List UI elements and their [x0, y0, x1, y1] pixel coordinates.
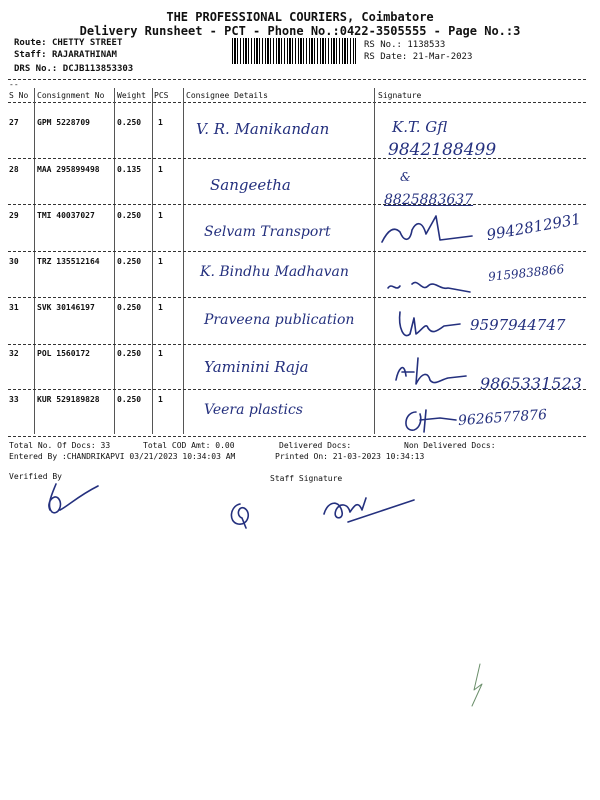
row-sno: 31	[9, 303, 19, 312]
divider	[8, 297, 586, 298]
column-line	[34, 88, 35, 434]
signature-scribble	[378, 212, 488, 248]
route-value: CHETTY STREET	[51, 38, 123, 48]
rs-no-row	[364, 40, 445, 50]
phone-handwriting: 9626577876	[457, 406, 548, 430]
divider	[8, 389, 586, 390]
phone-handwriting: 9942812931	[485, 209, 583, 245]
phone-handwriting: 9842188499	[388, 140, 497, 160]
row-pcs: 1	[158, 303, 163, 312]
total-docs: Total No. Of Docs: 33	[9, 441, 111, 450]
divider	[8, 251, 586, 252]
phone-handwriting: 9159838866	[487, 262, 565, 284]
signature-handwriting: K.T. Gfl	[392, 118, 448, 136]
consignee-handwriting: Sangeetha	[210, 176, 291, 194]
drs-row	[14, 64, 133, 74]
col-header-sno: S No	[9, 91, 29, 100]
company-name: THE PROFESSIONAL COURIERS, Coimbatore	[166, 10, 434, 24]
pencil-mark	[462, 660, 492, 710]
row-consignment: GPM 5228709	[37, 118, 90, 127]
signature-scribble	[396, 304, 466, 344]
row-sno: 29	[9, 211, 19, 220]
row-consignment: KUR 529189828	[37, 395, 100, 404]
staff-signature-label: Staff Signature	[270, 474, 343, 483]
col-header-signature: Signature	[378, 91, 422, 100]
row-sno: 27	[9, 118, 19, 127]
signature-scribble	[400, 404, 460, 436]
column-line	[152, 88, 153, 434]
row-consignment: TMI 40037027	[37, 211, 95, 220]
barcode-icon	[232, 38, 356, 64]
row-pcs: 1	[158, 165, 163, 174]
signature-handwriting: &	[400, 170, 411, 184]
entered-by: Entered By :CHANDRIKAPVI 03/21/2023 10:34:03 AM	[9, 452, 236, 461]
consignee-handwriting: Selvam Transport	[204, 224, 331, 240]
drs-value: DCJB113853303	[62, 64, 134, 74]
row-consignment: POL 1560172	[37, 349, 90, 358]
consignee-handwriting: Praveena publication	[204, 312, 355, 328]
column-line	[114, 88, 115, 434]
verifier-signature	[38, 480, 108, 520]
leading-marks: --	[9, 80, 19, 89]
row-sno: 30	[9, 257, 19, 266]
staff-value: RAJARATHINAM	[51, 50, 117, 60]
verified-by-label: Verified By	[9, 472, 62, 481]
row-weight: 0.250	[117, 118, 142, 127]
divider	[8, 79, 586, 80]
rs-date-row	[364, 52, 472, 62]
row-pcs: 1	[158, 118, 163, 127]
row-weight: 0.250	[117, 395, 142, 404]
row-consignment: TRZ 135512164	[37, 257, 100, 266]
row-consignment: SVK 30146197	[37, 303, 95, 312]
column-line	[183, 88, 184, 434]
col-header-consignment: Consignment No	[37, 91, 105, 100]
row-pcs: 1	[158, 349, 163, 358]
route-label: Route:	[14, 38, 47, 48]
consignee-handwriting: K. Bindhu Madhavan	[200, 264, 349, 280]
divider	[8, 204, 586, 205]
divider	[8, 102, 586, 103]
col-header-weight: Weight	[117, 91, 146, 100]
row-pcs: 1	[158, 211, 163, 220]
divider	[8, 436, 586, 437]
total-cod: Total COD Amt: 0.00	[143, 441, 235, 450]
phone-handwriting: 9865331523	[480, 374, 582, 393]
runsheet-subtitle: Delivery Runsheet - PCT - Phone No.:0422-3505555 - Page No.:3	[79, 24, 521, 38]
row-weight: 0.250	[117, 349, 142, 358]
delivered-docs: Delivered Docs:	[279, 441, 352, 450]
staff-row	[14, 50, 117, 60]
printed-on: Printed On: 21-03-2023 10:34:13	[275, 452, 425, 461]
row-pcs: 1	[158, 395, 163, 404]
row-pcs: 1	[158, 257, 163, 266]
phone-handwriting: 8825883637	[384, 192, 474, 208]
col-header-consignee: Consignee Details	[186, 91, 268, 100]
row-weight: 0.250	[117, 257, 142, 266]
signature-scribble	[392, 350, 472, 390]
signature-scribble	[384, 268, 474, 298]
consignee-handwriting: V. R. Manikandan	[196, 120, 330, 138]
rs-date-value: 21-Mar-2023	[412, 52, 473, 62]
row-weight: 0.250	[117, 303, 142, 312]
staff-label: Staff:	[14, 50, 47, 60]
staff-signature	[318, 490, 418, 530]
row-consignment: MAA 295899498	[37, 165, 100, 174]
column-line	[374, 88, 375, 434]
consignee-handwriting: Yaminini Raja	[204, 358, 309, 376]
phone-handwriting: 9597944747	[470, 316, 566, 334]
divider	[8, 158, 586, 159]
rs-no-value: 1138533	[407, 40, 446, 50]
consignee-handwriting: Veera plastics	[204, 402, 303, 418]
route-row	[14, 38, 122, 48]
initials-mark	[226, 500, 256, 530]
row-sno: 28	[9, 165, 19, 174]
row-weight: 0.135	[117, 165, 142, 174]
drs-label: DRS No.:	[14, 64, 58, 74]
divider	[8, 344, 586, 345]
non-delivered-docs: Non Delivered Docs:	[404, 441, 496, 450]
row-sno: 32	[9, 349, 19, 358]
row-sno: 33	[9, 395, 19, 404]
rs-no-label: RS No.:	[364, 40, 402, 50]
col-header-pcs: PCS	[154, 91, 169, 100]
row-weight: 0.250	[117, 211, 142, 220]
rs-date-label: RS Date:	[364, 52, 408, 62]
